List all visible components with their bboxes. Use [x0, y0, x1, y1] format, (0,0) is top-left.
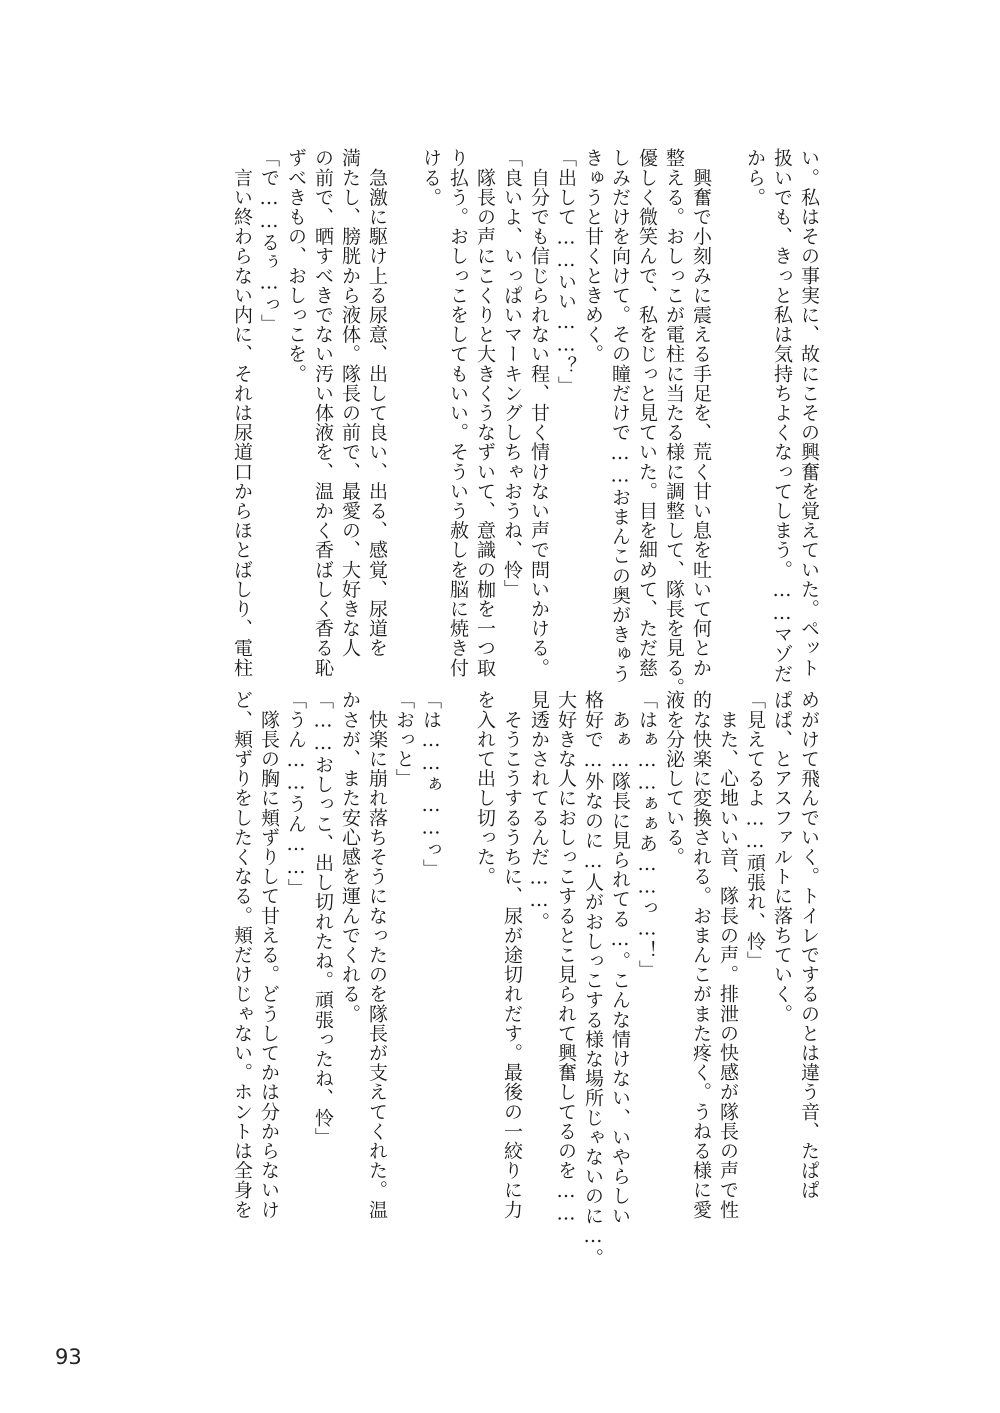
- upper-text-line: 「良いよ、いっぱいマーキングしちゃおうね、怜」: [501, 148, 523, 599]
- lower-text-line: めがけて飛んでいく。トイレでするのとは違う音、たぱぱ: [798, 690, 820, 1200]
- lower-text-line: 「はぁ……ぁぁあ……っ…！」: [636, 690, 658, 980]
- text-block-lower: [228, 690, 822, 1268]
- upper-text-line: い。私はその事実に、故にこその興奮を覚えていた。ペット: [798, 148, 820, 678]
- lower-text-line: あぁ…隊長に見られてる…。こんな情けない、いやらしい: [609, 690, 631, 1226]
- lower-text-line: 快楽に崩れ落ちそうになったのを隊長が支えてくれた。温: [366, 690, 388, 1220]
- page-number: 93: [55, 1345, 82, 1369]
- lower-text-line: 「は……ぁ……っ」: [420, 690, 442, 879]
- upper-text-line: の前で、晒すべきでない汚い体液を、温かく香ばしく香る恥: [312, 148, 334, 678]
- upper-text-line: しみだけを向けて。その瞳だけで……おまんこの奥がきゅう: [609, 148, 631, 684]
- lower-text-line: [444, 690, 471, 1250]
- lower-text-line: かさが、また安心感を運んでくれる。: [339, 690, 361, 1024]
- text-block-upper: [228, 148, 822, 697]
- lower-text-line: 大好きな人におしっこするとこ見られて興奮してるのを……: [555, 690, 577, 1226]
- lower-text-line: 格好で…外なのに…人がおしっこする様な場所じゃないのに…。: [582, 690, 604, 1268]
- lower-text-line: 「うん……うん……」: [285, 690, 307, 898]
- upper-text-line: 「出して……いい……？」: [555, 148, 577, 396]
- upper-text-line: 隊長の声にこくりと大きくうなずいて、意識の枷を一つ取: [474, 148, 496, 678]
- lower-text-line: 隊長の胸に頬ずりして甘える。どうしてかは分からないけ: [258, 690, 280, 1220]
- upper-text-line: [390, 148, 417, 668]
- upper-text-line: きゅうと甘くときめく。: [582, 148, 604, 364]
- lower-text-line: そうこうするうちに、尿が途切れだす。最後の一絞りに力: [501, 690, 523, 1220]
- lower-text-line: 「見えてるよ……頑張れ、怜」: [744, 690, 766, 971]
- upper-text-line: 優しく微笑んで、私をじっと見ていた。目を細めて、ただ慈: [636, 148, 658, 678]
- upper-text-line: 興奮で小刻みに震える手足を、荒く甘い息を吐いて何とか: [690, 148, 712, 678]
- upper-text-line: 満たし、膀胱から液体。隊長の前で、最愛の、大好きな人: [339, 148, 361, 658]
- lower-text-line: 的な快楽に変換される。おまんこがまた疼く。うねる様に愛: [690, 690, 712, 1220]
- lower-text-line: 「……おしっこ、出し切れたね。頑張ったね、怜」: [312, 690, 334, 1147]
- lower-text-line: 液を分泌している。: [663, 690, 685, 867]
- lower-text-line: ど、頬ずりをしたくなる。頬だけじゃない。ホントは全身を: [231, 690, 253, 1220]
- lower-text-line: を入れて出し切った。: [474, 690, 496, 886]
- upper-text-line: 「で……るぅ…っ」: [258, 148, 280, 334]
- upper-text-line: 急激に駆け上る尿意、出して良い、出る、感覚、尿道を: [366, 148, 388, 658]
- upper-text-line: 自分でも信じられない程、甘く情けない声で問いかける。: [528, 148, 550, 678]
- upper-text-line: 整える。おしっこが電柱に当たる様に調整して、隊長を見る。: [663, 148, 685, 697]
- upper-text-line: り払う。おしっこをしてもいい。そういう赦しを脳に焼き付: [447, 148, 469, 678]
- lower-text-line: 見透かされてるんだ……。: [528, 690, 550, 932]
- upper-text-line: 扱いでも、きっと私は気持ちよくなってしまう。……マゾだ: [771, 148, 793, 684]
- lower-text-line: ぱぱ、とアスファルトに落ちていく。: [771, 690, 793, 1024]
- lower-text-line: また、心地いい音、隊長の声。排泄の快感が隊長の声で性: [717, 690, 739, 1220]
- upper-text-line: ずべきもの、おしっこを。: [285, 148, 307, 384]
- lower-text-line: 「おっと」: [393, 690, 415, 788]
- upper-text-line: 言い終わらない内に、それは尿道口からほとばしり、電柱: [231, 148, 253, 678]
- upper-text-line: から。: [744, 148, 766, 207]
- upper-text-line: ける。: [420, 148, 442, 207]
- upper-text-line: [714, 148, 741, 668]
